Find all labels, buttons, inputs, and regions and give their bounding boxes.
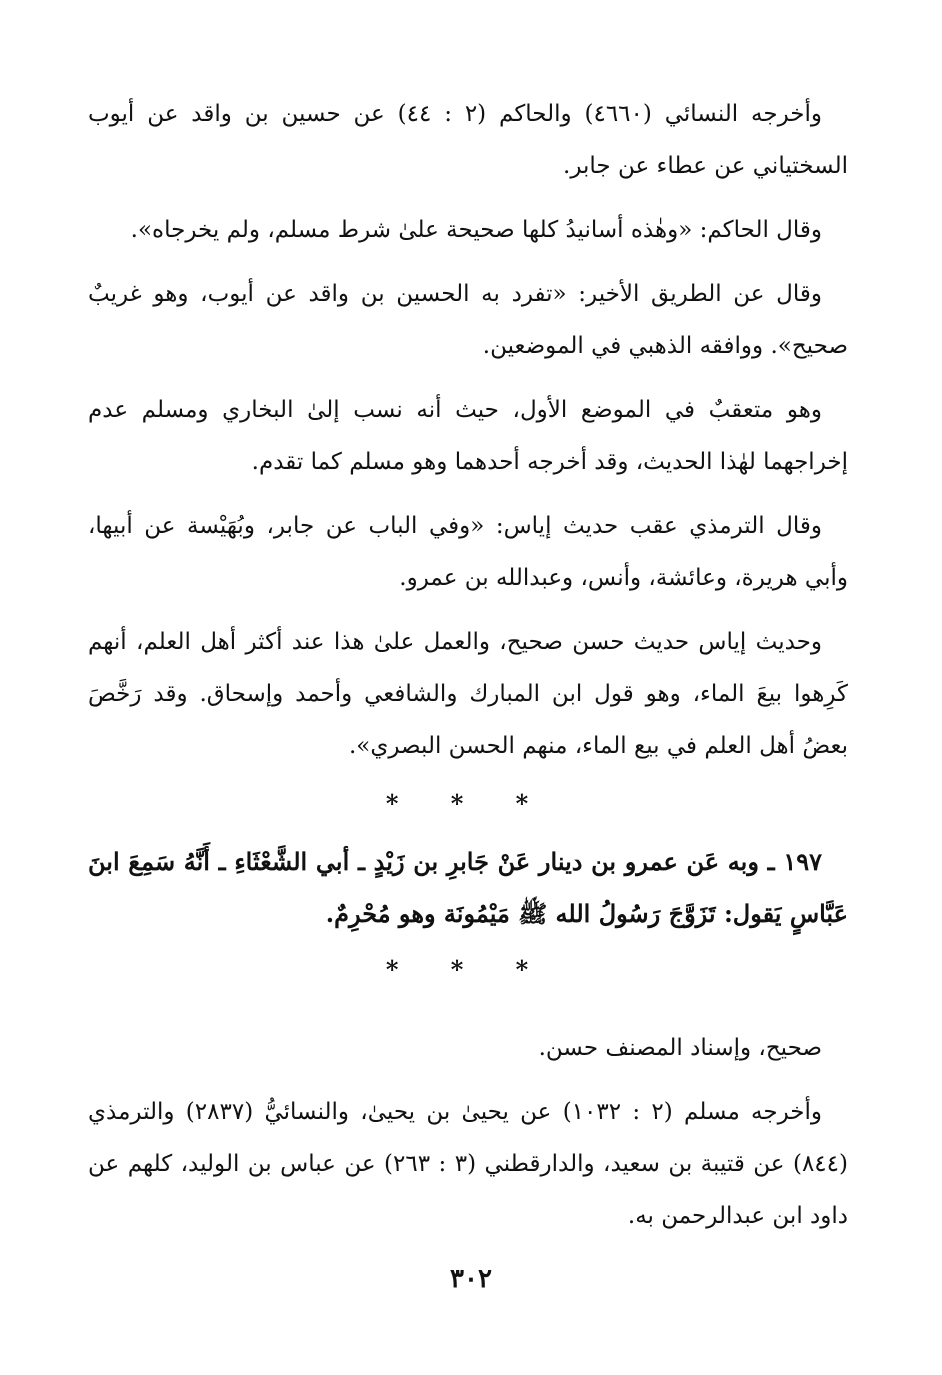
paragraph-tirmidhi: وقال الترمذي عقب حديث إياس: «وفي الباب عن جابر، وبُهَيْسة عن أبيها، وأبي هريرة، وعائشة، وأنس، وعبدالله بن عمرو. xyxy=(88,513,848,591)
paragraph-grading: صحيح، وإسناد المصنف حسن. xyxy=(538,1035,822,1061)
spacer xyxy=(88,1002,848,1022)
paragraph-iyas-hadith: وحديث إياس حديث حسن صحيح، والعمل علىٰ هذا عند أكثر أهل العلم، أنهم كَرِهوا بيعَ الماء، وهو قول ابن المبارك والشافعي وأحمد وإسحاق. وقد رَخَّصَ بعضُ أهل العلم في بيع الماء، منهم الحسن البصري». xyxy=(88,629,848,759)
section-separator: * * * xyxy=(385,789,551,818)
section-separator-2: * * * xyxy=(385,955,551,984)
paragraph-nasai-hakim: وأخرجه النسائي (٤٦٦٠) والحاكم (٢ : ٤٤) عن حسين بن واقد عن أيوب السختياني عن عطاء عن جابر. xyxy=(88,101,848,179)
page-body xyxy=(88,88,848,1254)
paragraph-critique: وهو متعقبٌ في الموضع الأول، حيث أنه نسب إلىٰ البخاري ومسلم عدم إخراجهما لهٰذا الحديث، وقد أخرجه أحدهما وهو مسلم كما تقدم. xyxy=(88,397,848,475)
hadith-text-197: ١٩٧ ـ وبه عَن عمرو بن دينار عَنْ جَابرِ بن زَيْدٍ ـ أبي الشَّعْثَاءِ ـ أَنَّهُ سَمِعَ ابنَ عَبَّاسٍ يَقول: تَزَوَّجَ رَسُولُ الله ﷺ مَيْمُونَة وهو مُحْرِمٌ. xyxy=(88,847,848,928)
paragraph-last-route: وقال عن الطريق الأخير: «تفرد به الحسين بن واقد عن أيوب، وهو غريبٌ صحيح». ووافقه الذهبي في الموضعين. xyxy=(88,281,848,359)
paragraph-muslim-takhrij: وأخرجه مسلم (٢ : ١٠٣٢) عن يحيىٰ بن يحيىٰ، والنسائيُّ (٢٨٣٧) والترمذي (٨٤٤) عن قتيبة بن سعيد، والدارقطني (٣ : ٢٦٣) عن عباس بن الوليد، كلهم عن داود ابن عبدالرحمن به. xyxy=(88,1099,848,1229)
paragraph-hakim-quote: وقال الحاكم: «وهٰذه أسانيدُ كلها صحيحة علىٰ شرط مسلم، ولم يخرجاه». xyxy=(130,217,822,243)
page-number: ٣٠٢ xyxy=(450,1264,492,1294)
